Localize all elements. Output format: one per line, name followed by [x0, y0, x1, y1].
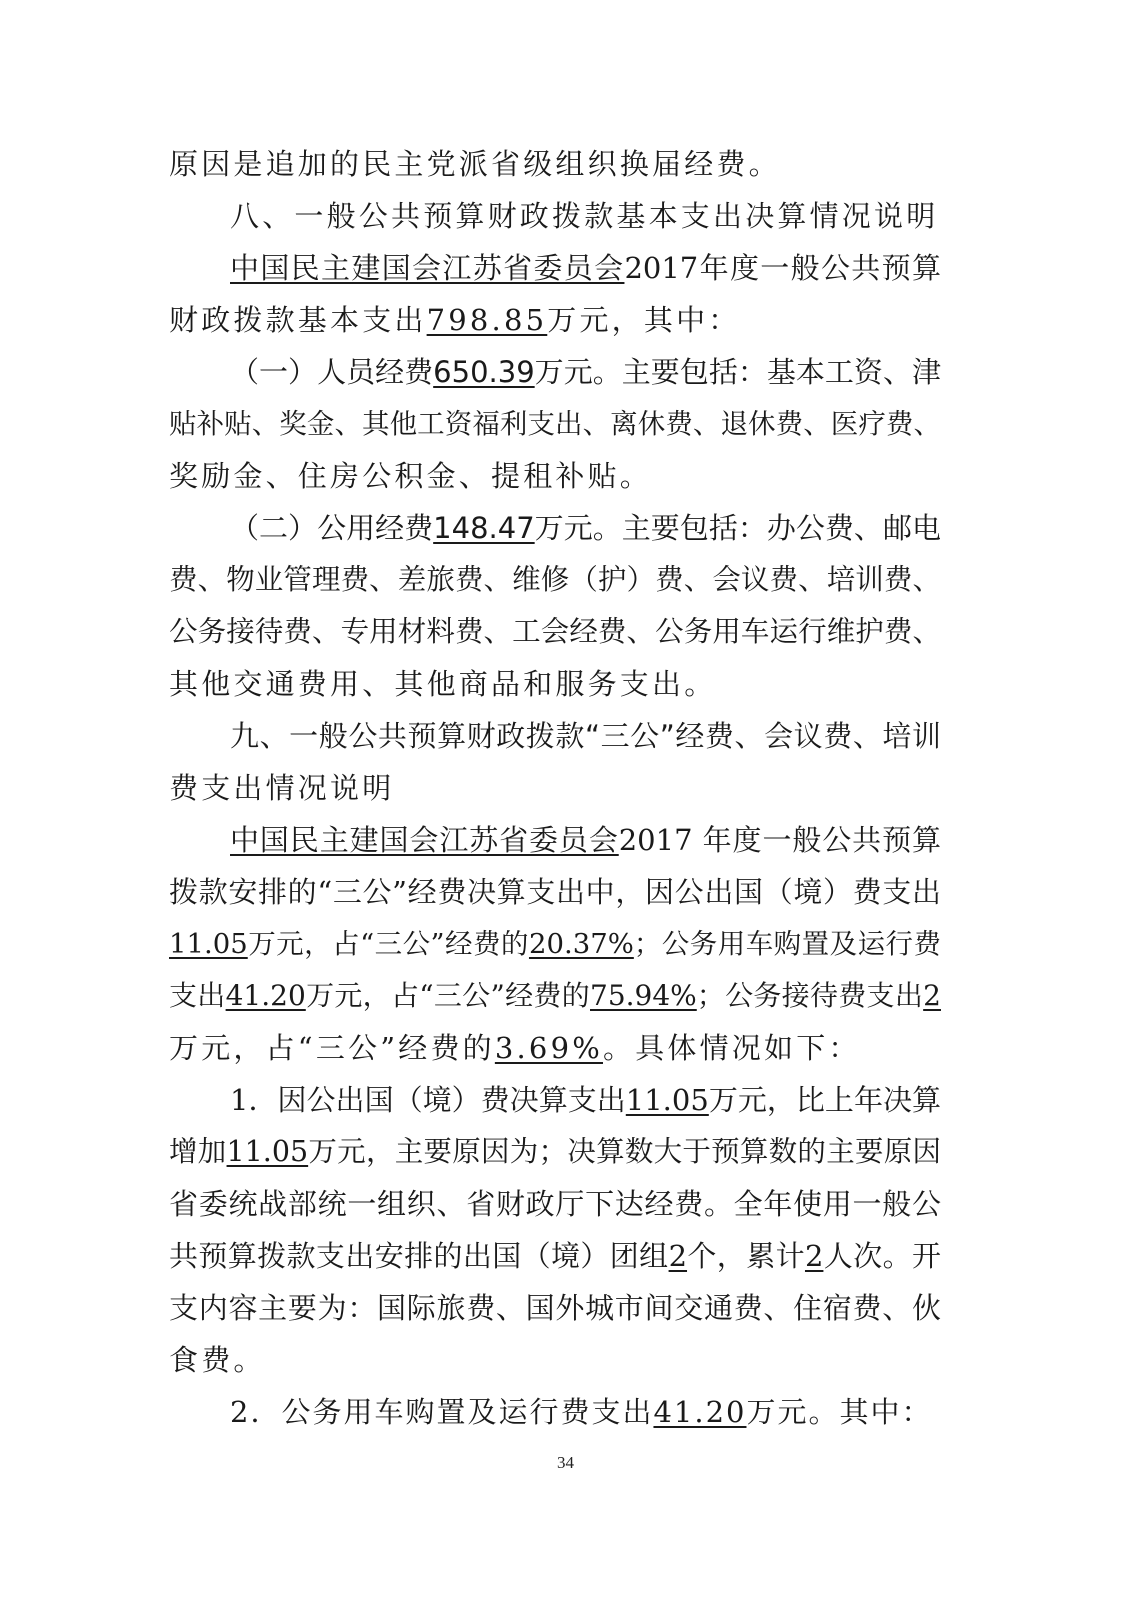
text-line: 11.05万元，占“三公”经费的20.37%；公务用车购置及运行费 — [169, 928, 942, 960]
text-line: 1．因公出国（境）费决算支出11.05万元，比上年决算 — [230, 1083, 941, 1117]
percentage: 75.94% — [590, 979, 697, 1012]
text-line: 2．公务用车购置及运行费支出41.20万元。其中： — [230, 1395, 933, 1429]
section-heading: 八、一般公共预算财政拨款基本支出决算情况说明 — [230, 199, 939, 233]
amount: 41.20 — [653, 1395, 747, 1429]
text-line: 其他交通费用、其他商品和服务支出。 — [169, 667, 717, 701]
amount: 2 — [923, 979, 941, 1012]
text-line: （一）人员经费650.39万元。主要包括：基本工资、津 — [230, 355, 941, 389]
text-line: 支出41.20万元，占“三公”经费的75.94%；公务接待费支出2 — [169, 979, 941, 1012]
text-line: 增加11.05万元，主要原因为；决算数大于预算数的主要原因 — [169, 1135, 941, 1168]
text-line: 奖励金、住房公积金、提租补贴。 — [169, 459, 653, 493]
text-line: 省委统战部统一组织、省财政厅下达经费。全年使用一般公 — [169, 1187, 941, 1221]
amount: 148.47 — [433, 511, 535, 545]
amount: 650.39 — [433, 355, 535, 389]
section-heading: 费支出情况说明 — [169, 771, 395, 805]
org-name: 中国民主建国会江苏省委员会 — [230, 251, 625, 285]
percentage: 20.37% — [528, 928, 634, 960]
text-line: 支内容主要为：国际旅费、国外城市间交通费、住宿费、伙 — [169, 1291, 941, 1325]
text-line: （二）公用经费148.47万元。主要包括：办公费、邮电 — [230, 511, 941, 545]
org-name: 中国民主建国会江苏省委员会 — [230, 823, 619, 857]
section-heading: 九、一般公共预算财政拨款“三公”经费、会议费、培训 — [230, 719, 941, 753]
amount: 11.05 — [169, 928, 248, 960]
amount: 41.20 — [225, 979, 306, 1012]
amount: 798.85 — [426, 303, 548, 337]
text-line: 万元，占“三公”经费的3.69%。具体情况如下： — [169, 1031, 861, 1065]
text-line: 贴补贴、奖金、其他工资福利支出、离休费、退休费、医疗费、 — [169, 408, 941, 440]
count: 2 — [804, 1239, 824, 1273]
count: 2 — [668, 1239, 688, 1273]
text-line: 拨款安排的“三公”经费决算支出中，因公出国（境）费支出 — [169, 875, 941, 909]
text-line: 共预算拨款支出安排的出国（境）团组2个，累计2人次。开 — [169, 1239, 941, 1273]
percentage: 3.69% — [494, 1031, 603, 1065]
amount: 11.05 — [226, 1135, 309, 1168]
text-line: 中国民主建国会江苏省委员会2017 年度一般公共预算 — [230, 823, 941, 857]
text-line: 食费。 — [169, 1343, 266, 1377]
amount: 11.05 — [625, 1083, 709, 1117]
page-number: 34 — [557, 1453, 574, 1472]
text-line: 费、物业管理费、差旅费、维修（护）费、会议费、培训费、 — [169, 563, 941, 596]
text-line: 原因是追加的民主党派省级组织换届经费。 — [169, 147, 781, 181]
text-line: 中国民主建国会江苏省委员会2017年度一般公共预算 — [230, 251, 941, 285]
text-line: 财政拨款基本支出798.85万元，其中： — [169, 303, 741, 337]
text-line: 公务接待费、专用材料费、工会经费、公务用车运行维护费、 — [169, 615, 941, 648]
